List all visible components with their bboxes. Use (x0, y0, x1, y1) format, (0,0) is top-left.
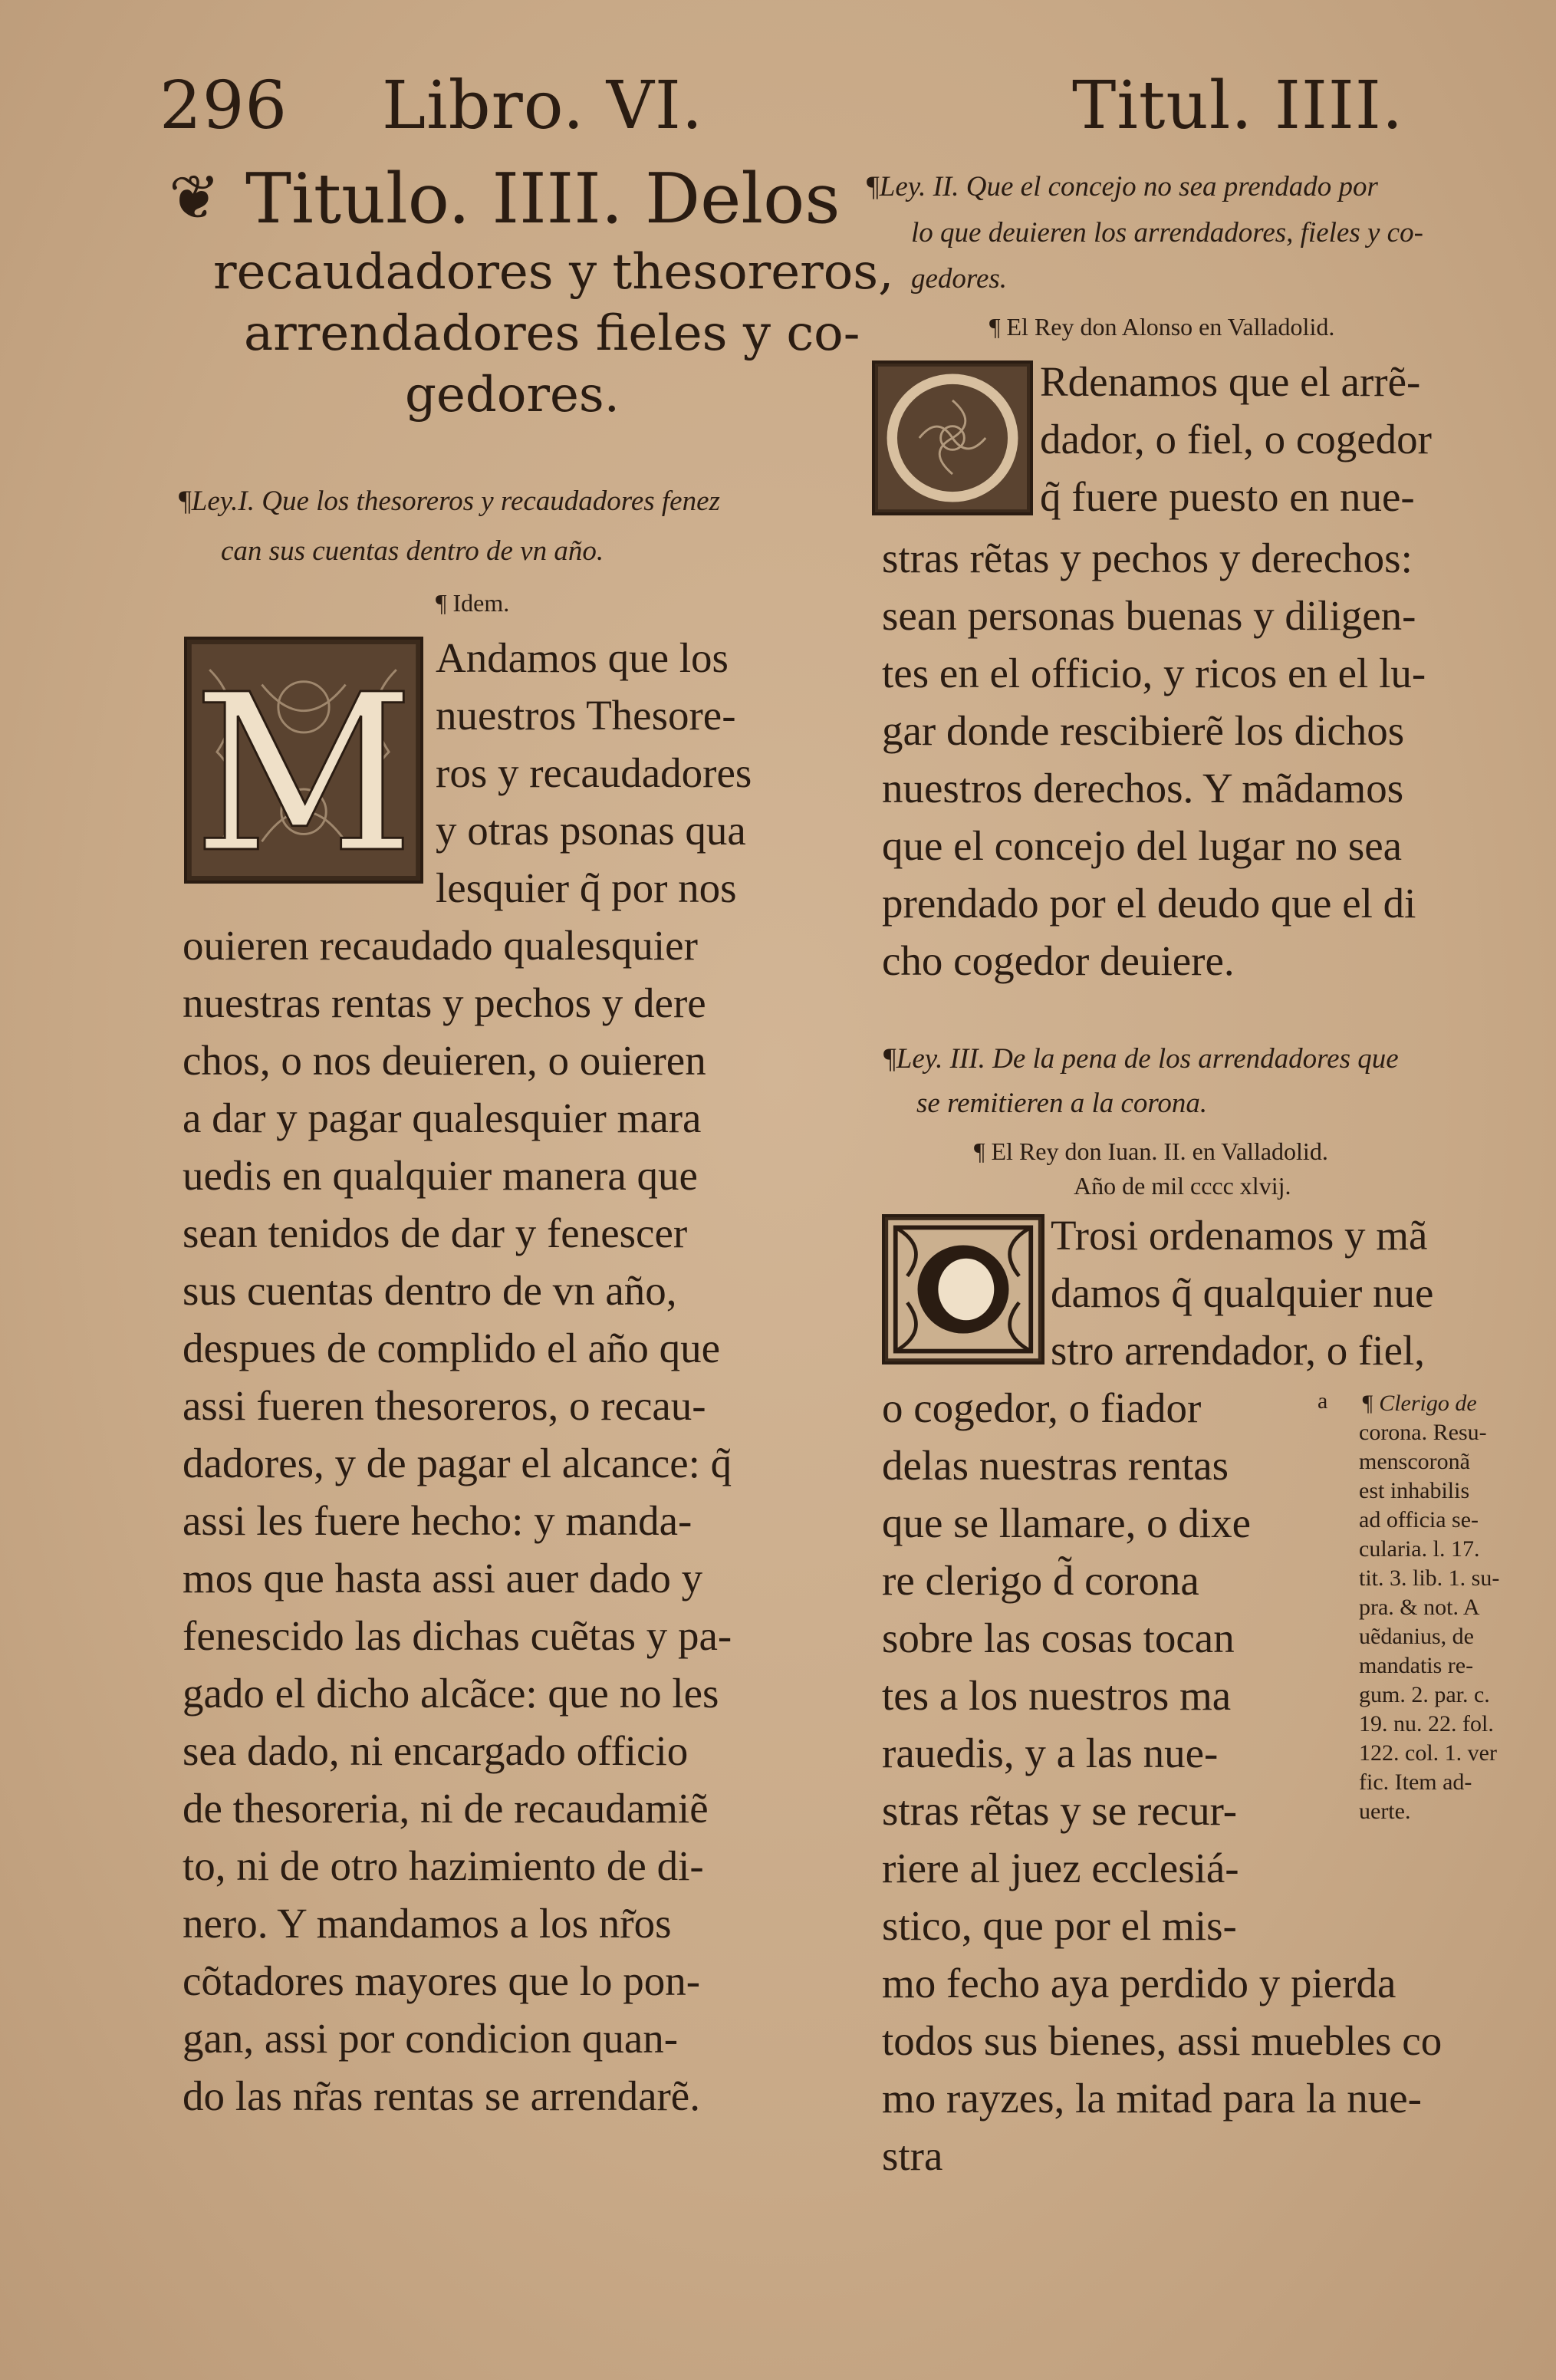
margin-note-line-13: 122. col. 1. ver (1359, 1740, 1497, 1766)
ley-1-attribution: ¶ Idem. (436, 589, 510, 617)
ley-1-line-17: mos que hasta assi auer dado y (183, 1555, 703, 1601)
decorated-initial-o-2 (882, 1214, 1044, 1364)
ley-3-line-8: sobre las cosas tocan (882, 1615, 1235, 1661)
ley-2-title-line-2: lo que deuieren los arrendadores, fieles y co- (911, 217, 1423, 249)
ley-3-line-15: todos sus bienes, assi muebles co (882, 2017, 1443, 2064)
ley-1-line-23: nero. Y mandamos a los nr̃os (183, 1900, 672, 1947)
ley-2-line-7: gar donde rescibierẽ los dichos (882, 707, 1405, 754)
ley-3-line-6: que se llamare, o dixe (882, 1499, 1252, 1546)
ley-2-attribution: ¶ El Rey don Alonso en Valladolid. (989, 313, 1335, 341)
margin-note-line-4: est inhabilis (1359, 1478, 1470, 1503)
margin-note-line-2: corona. Resu- (1359, 1420, 1487, 1445)
decorated-initial-m-icon (187, 640, 420, 881)
ley-3-line-16: mo rayzes, la mitad para la nue- (882, 2075, 1422, 2122)
ley-1-line-13: despues de complido el año que (183, 1325, 721, 1371)
ley-1-line-21: de thesoreria, ni de recaudamiẽ (183, 1785, 709, 1832)
ley-1-title-line-1: Ley.I. Que los thesoreros y recaudadores fenez (191, 486, 720, 517)
ley-2-line-10: prendado por el deudo que el di (882, 880, 1416, 927)
margin-note-line-12: 19. nu. 22. fol. (1359, 1711, 1494, 1736)
running-head-title: Titul. IIII. (1072, 67, 1404, 144)
ley-3-line-17: stra (882, 2132, 943, 2179)
ley-1-line-22: to, ni de otro hazimiento de di- (183, 1842, 704, 1889)
running-head-book: Libro. VI. (382, 67, 704, 144)
ley-2-title-line-3: gedores. (911, 263, 1008, 295)
ley-1-line-11: sean tenidos de dar y fenescer (183, 1210, 688, 1256)
ley-1-line-9: a dar y pagar qualesquier mara (183, 1095, 702, 1141)
ley-3-line-13: stico, que por el mis- (882, 1902, 1237, 1949)
pilcrow-icon: ¶ (883, 1043, 896, 1075)
ley-1-line-10: uedis en qualquier manera que (183, 1152, 698, 1199)
margin-note-line-11: gum. 2. par. c. (1359, 1682, 1490, 1707)
titulo-line-4: gedores. (405, 367, 620, 423)
ley-2-line-2: dador, o fiel, o cogedor (1040, 416, 1432, 463)
margin-note-line-6: cularia. l. 17. (1359, 1536, 1480, 1562)
ley-2-line-9: que el concejo del lugar no sea (882, 822, 1403, 869)
margin-note-line-9: uẽdanius, de (1359, 1624, 1474, 1649)
ley-1-line-26: do las nr̃as rentas se arrendarẽ. (183, 2072, 700, 2119)
margin-note-line-1: ¶ Clerigo de (1361, 1391, 1477, 1416)
ley-3-line-7: re clerigo d̃ corona (882, 1557, 1199, 1604)
margin-note-line-14: fic. Item ad- (1359, 1769, 1472, 1795)
ley-1-line-14: assi fueren thesoreros, o recau- (183, 1382, 706, 1429)
ley-2-line-1: Rdenamos que el arrẽ- (1040, 358, 1421, 405)
note-marker-a: a (1318, 1388, 1328, 1414)
ley-2-line-6: tes en el officio, y ricos en el lu- (882, 650, 1426, 696)
ley-3-line-11: stras rẽtas y se recur- (882, 1787, 1238, 1834)
decorated-initial-m (184, 637, 423, 884)
ley-3-line-9: tes a los nuestros ma (882, 1672, 1232, 1719)
titulo-line-3: arrendadores fieles y co- (244, 305, 860, 362)
margin-note-line-5: ad officia se- (1359, 1507, 1479, 1532)
ley-2-title-line-1: Ley. II. Que el concejo no sea prendado por (879, 171, 1378, 202)
decorated-initial-o-2-icon (885, 1217, 1041, 1361)
margin-note-line-10: mandatis re- (1359, 1653, 1474, 1678)
ley-1-line-6: ouieren recaudado qualesquier (183, 922, 698, 969)
decorated-initial-o-icon (875, 364, 1030, 512)
titulo-line-1: Titulo. IIII. Delos (245, 159, 841, 239)
ley-1-line-20: sea dado, ni encargado officio (183, 1727, 689, 1774)
ley-2-line-4: stras rẽtas y pechos y derechos: (882, 535, 1413, 581)
titulo-line-2: recaudadores y thesoreros, (213, 244, 894, 301)
fleuron-icon: ❦ (169, 162, 221, 233)
ley-1-line-16: assi les fuere hecho: y manda- (183, 1497, 692, 1544)
page-number: 296 (160, 67, 288, 144)
ley-1-line-24: cõtadores mayores que lo pon- (183, 1957, 701, 2004)
ley-3-title-line-2: se remitieren a la corona. (916, 1088, 1208, 1119)
ley-3-attribution-line-1: ¶ El Rey don Iuan. II. en Valladolid. (974, 1137, 1328, 1165)
ley-1-line-12: sus cuentas dentro de vn año, (183, 1267, 677, 1314)
ley-1-line-25: gan, assi por condicion quan- (183, 2015, 679, 2062)
ley-1-line-8: chos, o nos deuieren, o ouieren (183, 1037, 706, 1084)
margin-note-line-3: menscoronã (1359, 1449, 1470, 1474)
margin-note-line-15: uerte. (1359, 1799, 1411, 1824)
ley-2-line-5: sean personas buenas y diligen- (882, 592, 1416, 639)
initial-m-letter: M (192, 647, 415, 881)
ley-3-line-14: mo fecho aya perdido y pierda (882, 1960, 1396, 2006)
ley-1-line-15: dadores, y de pagar el alcance: q̃ (183, 1440, 732, 1486)
ley-1-line-19: gado el dicho alcãce: que no les (183, 1670, 719, 1717)
ley-3-attribution-line-2: Año de mil cccc xlvij. (1074, 1172, 1291, 1200)
margin-note-line-7: tit. 3. lib. 1. su- (1359, 1565, 1500, 1591)
ley-1-line-18: fenescido las dichas cuẽtas y pa- (183, 1612, 732, 1659)
margin-note-line-8: pra. & not. A (1359, 1595, 1480, 1620)
ley-2-line-11: cho cogedor deuiere. (882, 937, 1235, 984)
ley-3-line-1: Trosi ordenamos y mã (1051, 1212, 1428, 1259)
ley-3-title-line-1: Ley. III. De la pena de los arrendadores que (896, 1043, 1399, 1075)
ley-1-line-2: nuestros Thesore- (436, 692, 736, 739)
ley-3-line-2: damos q̃ qualquier nue (1051, 1269, 1434, 1316)
ley-1-line-3: ros y recaudadores (436, 749, 752, 796)
ley-3-line-10: rauedis, y a las nue- (882, 1730, 1219, 1776)
ley-1-line-7: nuestras rentas y pechos y dere (183, 979, 706, 1026)
ley-2-line-8: nuestros derechos. Y mãdamos (882, 765, 1404, 811)
ley-3-line-4: o cogedor, o fiador (882, 1384, 1202, 1431)
ley-2-line-3: q̃ fuere puesto en nue- (1040, 473, 1415, 520)
pilcrow-icon: ¶ (179, 486, 192, 517)
ley-3-line-12: riere al juez ecclesiá- (882, 1845, 1239, 1891)
ley-1-line-1: Andamos que los (436, 634, 729, 681)
decorated-initial-o (872, 360, 1033, 515)
pilcrow-icon: ¶ (867, 171, 880, 202)
ley-1-line-5: lesquier q̃ por nos (436, 864, 737, 911)
ley-1-title-line-2: can sus cuentas dentro de vn año. (221, 535, 604, 567)
ley-3-line-3: stro arrendador, o fiel, (1051, 1327, 1426, 1374)
ley-1-line-4: y otras psonas qua (436, 807, 746, 854)
ley-3-line-5: delas nuestras rentas (882, 1442, 1229, 1489)
